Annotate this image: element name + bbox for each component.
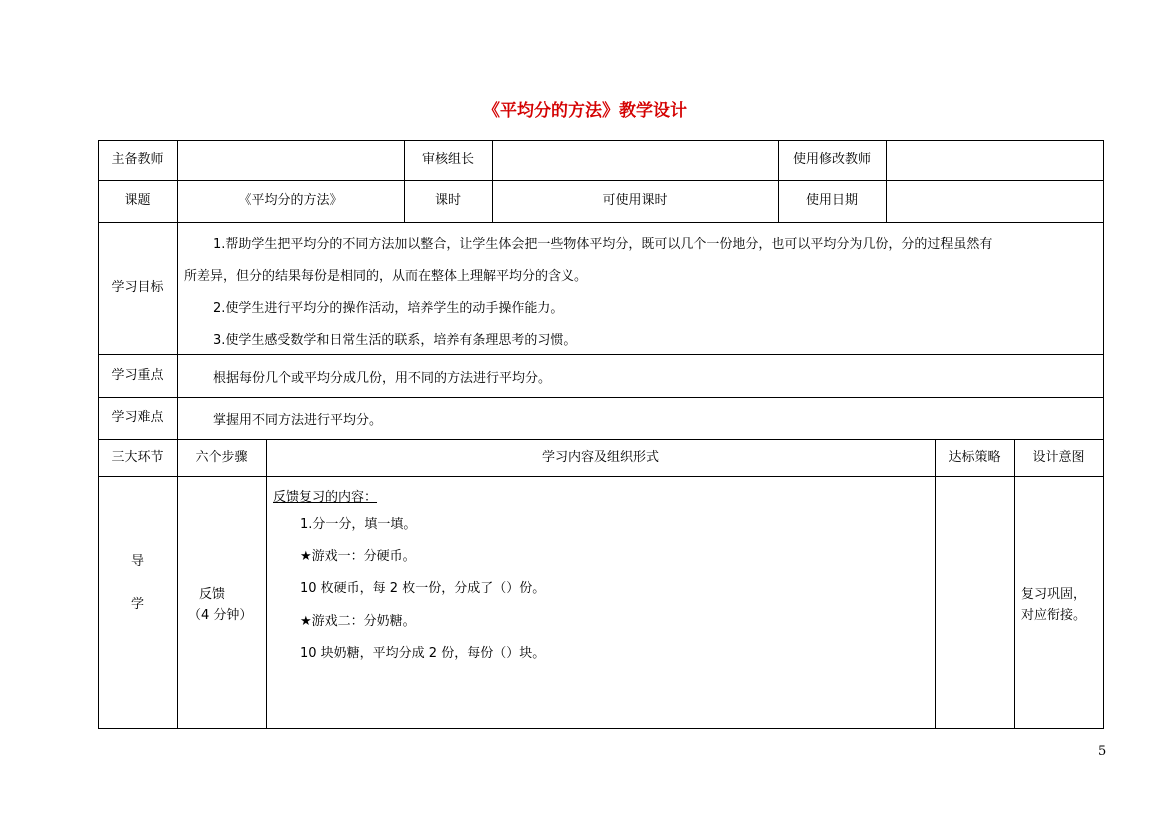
reviewer-value [492,140,778,180]
content-line: ★游戏一：分硬币。 [300,549,416,564]
date-label: 使用日期 [805,193,858,209]
period-label: 课时 [434,193,461,209]
difficulties-value: 掌握用不同方法进行平均分。 [213,413,383,428]
column-divider [935,439,936,728]
column-header-steps: 六个步骤 [195,449,248,465]
objectives-label: 学习目标 [111,280,164,296]
intent-line-1: 复习巩固， [1021,587,1087,602]
topic-label: 课题 [124,193,151,209]
page-number: 5 [1098,744,1107,759]
column-header-stages: 三大环节 [111,449,164,465]
difficulties-label: 学习难点 [111,410,164,426]
column-divider [177,439,178,728]
objective-item-1-line-2: 所差异，但分的结果每份是相同的，从而在整体上理解平均分的含义。 [184,269,588,284]
document-title: 《平均分的方法》教学设计 [483,101,687,121]
column-divider [177,222,178,439]
column-header-intent: 设计意图 [1032,449,1085,465]
content-line: 10 枚硬币，每 2 枚一份，分成了（）份。 [300,581,546,596]
reviewer-label: 审核组长 [421,152,474,168]
objective-item-3: 3.使学生感受数学和日常生活的联系，培养有条理思考的习惯。 [213,333,577,348]
row-divider [98,476,1104,477]
table-border-bottom [98,728,1104,729]
row-divider [98,354,1104,355]
user-teacher-value [886,140,1103,180]
content-line: ★游戏二：分奶糖。 [300,614,416,629]
objective-item-2: 2.使学生进行平均分的操作活动，培养学生的动手操作能力。 [213,301,564,316]
date-value [886,180,1103,222]
column-divider [1014,439,1015,728]
period-value: 可使用课时 [602,193,668,209]
content-heading: 反馈复习的内容： [273,490,378,505]
column-header-content: 学习内容及组织形式 [541,449,659,465]
key-points-label: 学习重点 [111,367,164,383]
lead-teacher-label: 主备教师 [111,152,164,168]
user-teacher-label: 使用修改教师 [792,152,871,168]
objective-item-1-line-1: 1.帮助学生把平均分的不同方法加以整合，让学生体会把一些物体平均分，既可以几个一份地分，也可以平均分为几份，分的过程虽然有 [213,237,993,252]
stage-char-2: 学 [131,597,145,612]
stage-char-1: 导 [131,554,145,569]
step-time: （4 分钟） [188,608,253,623]
intent-line-2: 对应衔接。 [1021,608,1087,623]
column-divider [266,439,267,728]
content-line: 1.分一分，填一填。 [300,517,417,532]
row-divider [98,397,1104,398]
topic-value: 《平均分的方法》 [238,193,343,209]
content-line: 10 块奶糖，平均分成 2 份，每份（）块。 [300,646,546,661]
row-divider [98,222,1104,223]
table-border-right [1103,140,1104,728]
lead-teacher-value [177,140,404,180]
key-points-value: 根据每份几个或平均分成几份，用不同的方法进行平均分。 [213,371,552,386]
column-header-strategy: 达标策略 [948,449,1001,465]
step-name: 反馈 [199,587,226,602]
